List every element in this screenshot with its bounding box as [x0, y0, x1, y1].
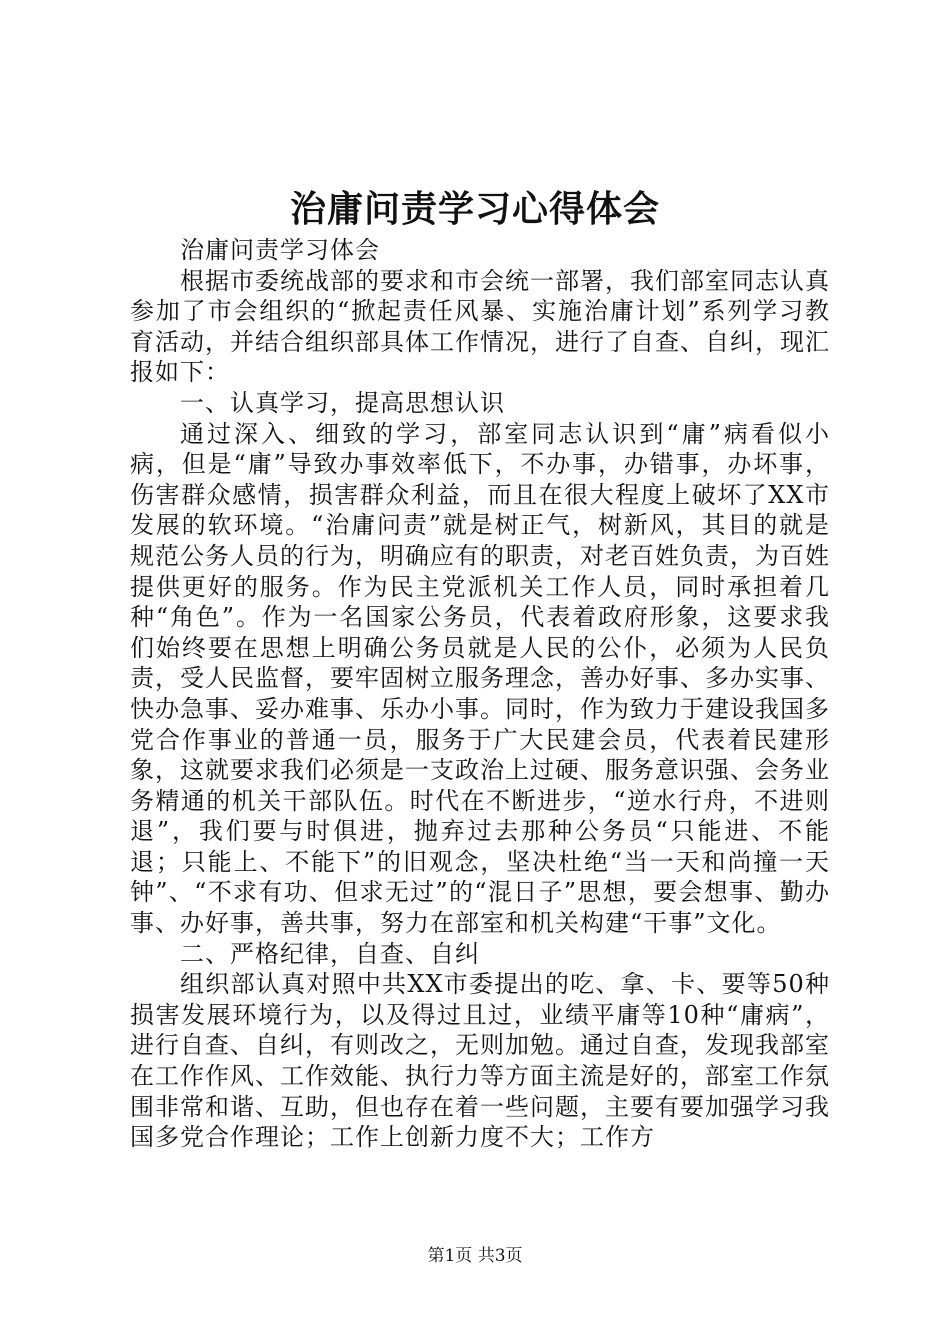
- document-body: [130, 235, 830, 1153]
- section-heading-1: 一、认真学习，提高思想认识: [180, 388, 505, 417]
- paragraph-section-2: 组织部认真对照中共XX市委提出的吃、拿、卡、要等50种损害发展环境行为，以及得过且过，业绩平庸等10种“庸病”，进行自查、自纠，有则改之，无则加勉。通过自查，发现我部室在工作作风、工作效能、执行力等方面主流是好的，部室工作氛围非常和谐、互助，但也存在着一些问题，主要有要加强学习我国多党合作理论；工作上创新力度不大；工作方: [130, 970, 830, 1152]
- paragraph-subtitle: 治庸问责学习体会: [180, 236, 380, 264]
- page-footer: 第1页 共3页: [427, 1246, 523, 1266]
- document-title: 治庸问责学习心得体会: [289, 188, 660, 230]
- section-heading-2: 二、严格纪律，自查、自纠: [180, 939, 480, 968]
- paragraph-intro: 根据市委统战部的要求和市会统一部署，我们部室同志认真参加了市会组织的“掀起责任风暴、实施治庸计划”系列学习教育活动，并结合组织部具体工作情况，进行了自查、自纠，现汇报如下：: [130, 266, 830, 387]
- paragraph-section-1: 通过深入、细致的学习，部室同志认识到“庸”病看似小病，但是“庸”导致办事效率低下，不办事，办错事，办坏事，伤害群众感情，损害群众利益，而且在很大程度上破坏了XX市发展的软环境。“治庸问责”就是树正气，树新风，其目的就是规范公务人员的行为，明确应有的职责，对老百姓负责，为百姓提供更好的服务。作为民主党派机关工作人员，同时承担着几种“角色”。作为一名国家公务员，代表着政府形象，这要求我们始终要在思想上明确公务员就是人民的公仆，必须为人民负责，受人民监督，要牢固树立服务理念，善办好事、多办实事、快办急事、妥办难事、乐办小事。同时，作为致力于建设我国多党合作事业的普通一员，服务于广大民建会员，代表着民建形象，这就要求我们必须是一支政治上过硬、服务意识强、会务业务精通的机关干部队伍。时代在不断进步，“逆水行舟，不进则退”，我们要与时俱进，抛弃过去那种公务员“只能进、不能退；只能上、不能下”的旧观念，坚决杜绝“当一天和尚撞一天钟”、“不求有功、但求无过”的“混日子”思想，要会想事、勤办事、办好事，善共事，努力在部室和机关构建“干事”文化。: [130, 419, 830, 938]
